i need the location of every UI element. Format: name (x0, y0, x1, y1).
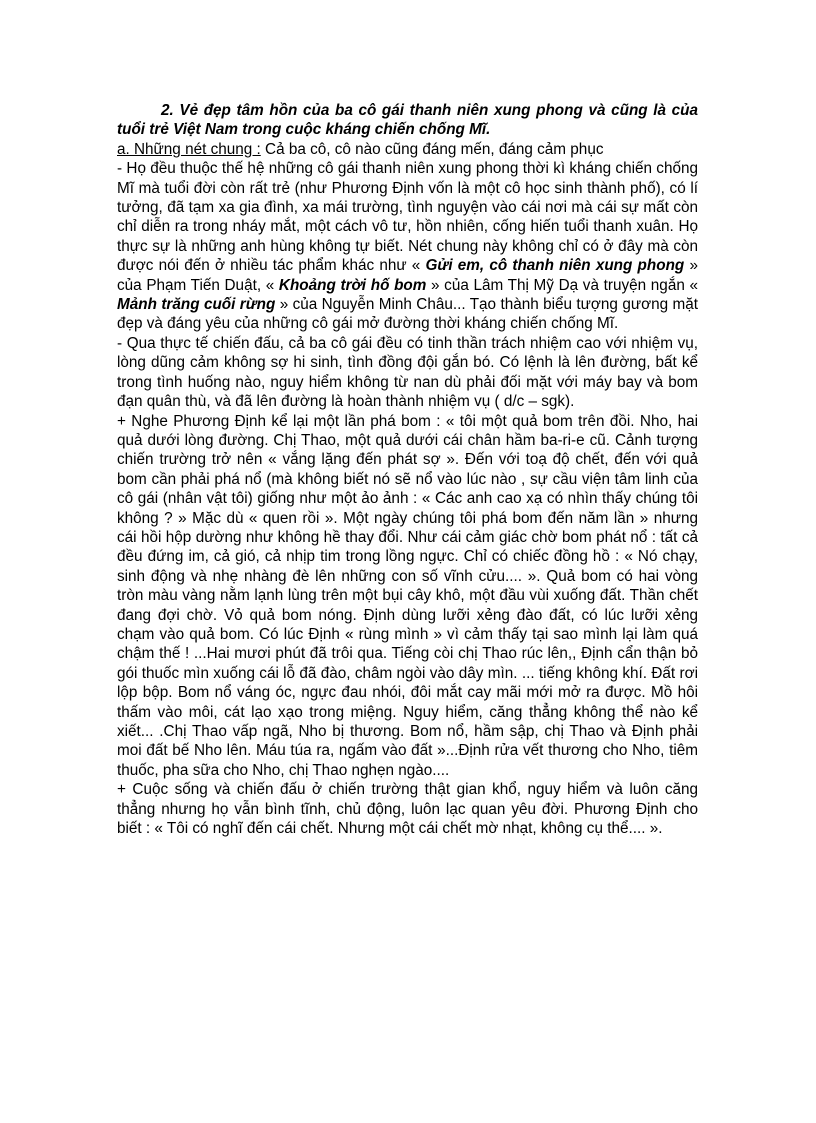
paragraph-1 (117, 159, 698, 334)
paragraph-3: + Nghe Phương Định kể lại một lần phá bom : « tôi một quả bom trên đồi. Nho, hai quả dưới lòng đường. Chị Thao, một quả dưới cái chân hầm ba-ri-e cũ. Cảnh tượng chiến trường trở nên « vắng lặng đến phát sợ ». Đến với toạ độ chết, đến với quả bom cần phải phá nổ (mà không biết nó sẽ nổ vào lúc nào , sự cầu viện tâm linh của cô gái (nhân vật tôi) giống như một ảo ảnh : « Các anh cao xạ có nhìn thấy chúng tôi không ? » Mặc dù « quen rồi ». Một ngày chúng tôi phá bom đến năm lần » nhưng cái hồi hộp dường như không hề thay đổi. Như cái cảm giác chờ bom phát nổ : tất cả đều đứng im, cả gió, cả nhịp tim trong lồng ngực. Chỉ có chiếc đồng hồ : « Nó chạy, sinh động và nhẹ nhàng đè lên những con số vĩnh cửu.... ». Quả bom có hai vòng tròn màu vàng nằm lạnh lùng trên một bụi cây khô, một đầu vùi xuống đất. Thần chết đang đợi chờ. Vỏ quả bom nóng. Định dùng lưỡi xẻng đào đất, có lúc lưỡi xẻng chạm vào quả bom. Có lúc Định « rùng mình » vì cảm thấy tại sao mình lại làm quá chậm thế ! ...Hai mươi phút đã trôi qua. Tiếng còi chị Thao rúc lên,, Định cẩn thận bỏ gói thuốc mìn xuống cái lỗ đã đào, châm ngòi vào dây mìn. ... tiếng không khí. Đất rơi lộp bộp. Bom nổ váng óc, ngực đau nhói, đôi mắt cay mãi mới mở ra được. Mồ hôi thấm vào môi, cát lạo xạo trong miệng. Nguy hiểm, căng thẳng không thể nào kể xiết... .Chị Thao vấp ngã, Nho bị thương. Bom nổ, hầm sập, chị Thao và Định phải moi đất bế Nho lên. Máu túa ra, ngấm vào đất »...Định rửa vết thương cho Nho, tiêm thuốc, pha sữa cho Nho, chị Thao nghẹn ngào.... (117, 412, 698, 779)
subsection-a-label: a. Những nét chung : (117, 140, 261, 158)
document-page (117, 101, 698, 838)
work-title-gui-em: Gửi em, cô thanh niên xung phong (425, 257, 685, 275)
subsection-a-text: Cả ba cô, cô nào cũng đáng mến, đáng cảm phục (260, 140, 604, 158)
section-heading: 2. Vẻ đẹp tâm hồn của ba cô gái thanh niên xung phong và cũng là của tuổi trẻ Việt Nam trong cuộc kháng chiến chống Mĩ. (117, 102, 698, 139)
paragraph-1-part1: - Họ đều thuộc thế hệ những cô gái thanh niên xung phong thời kì kháng chiến chống Mĩ mà tuổi đời còn rất trẻ (như Phương Định vốn là một cô học sinh thành phố), có lí tưởng, đã tạm xa gia đình, xa mái trường, tình nguyện vào cái nơi mà cái sự mất còn chỉ diễn ra trong nháy mắt, một cách vô tư, hồn nhiên, cống hiến tuổi thanh xuân. Họ thực sự là những anh hùng không tự biết. Nét chung này không chỉ có ở đây mà còn được nói đến ở nhiều tác phẩm khác như « (117, 160, 698, 275)
paragraph-1-part3: » của Lâm Thị Mỹ Dạ và truyện ngắn « (426, 276, 698, 294)
subsection-a (117, 140, 698, 159)
paragraph-1-part2: » của Phạm Tiến Duật, « (117, 257, 698, 294)
paragraph-1-part4: » của Nguyễn Minh Châu... Tạo thành biểu tượng gương mặt đẹp và đáng yêu của những cô gái mở đường thời kháng chiến chống Mĩ. (117, 296, 698, 333)
paragraph-2: - Qua thực tế chiến đấu, cả ba cô gái đều có tinh thần trách nhiệm cao với nhiệm vụ, lòng dũng cảm không sợ hi sinh, tình đồng đội gắn bó. Có lệnh là lên đường, bất kể trong tình huống nào, nguy hiểm không từ nan dù phải đối mặt với máy bay và bom đạn quân thù, và đã lên đường là hoàn thành nhiệm vụ ( d/c – sgk). (117, 334, 698, 411)
work-title-khoang-troi: Khoảng trời hố bom (278, 276, 427, 294)
paragraph-4: + Cuộc sống và chiến đấu ở chiến trường thật gian khổ, nguy hiểm và luôn căng thẳng nhưng họ vẫn bình tĩnh, chủ động, luôn lạc quan yêu đời. Phương Định cho biết : « Tôi có nghĩ đến cái chết. Nhưng một cái chết mờ nhạt, không cụ thể.... ». (117, 781, 698, 838)
work-title-manh-trang: Mảnh trăng cuối rừng (117, 296, 276, 314)
